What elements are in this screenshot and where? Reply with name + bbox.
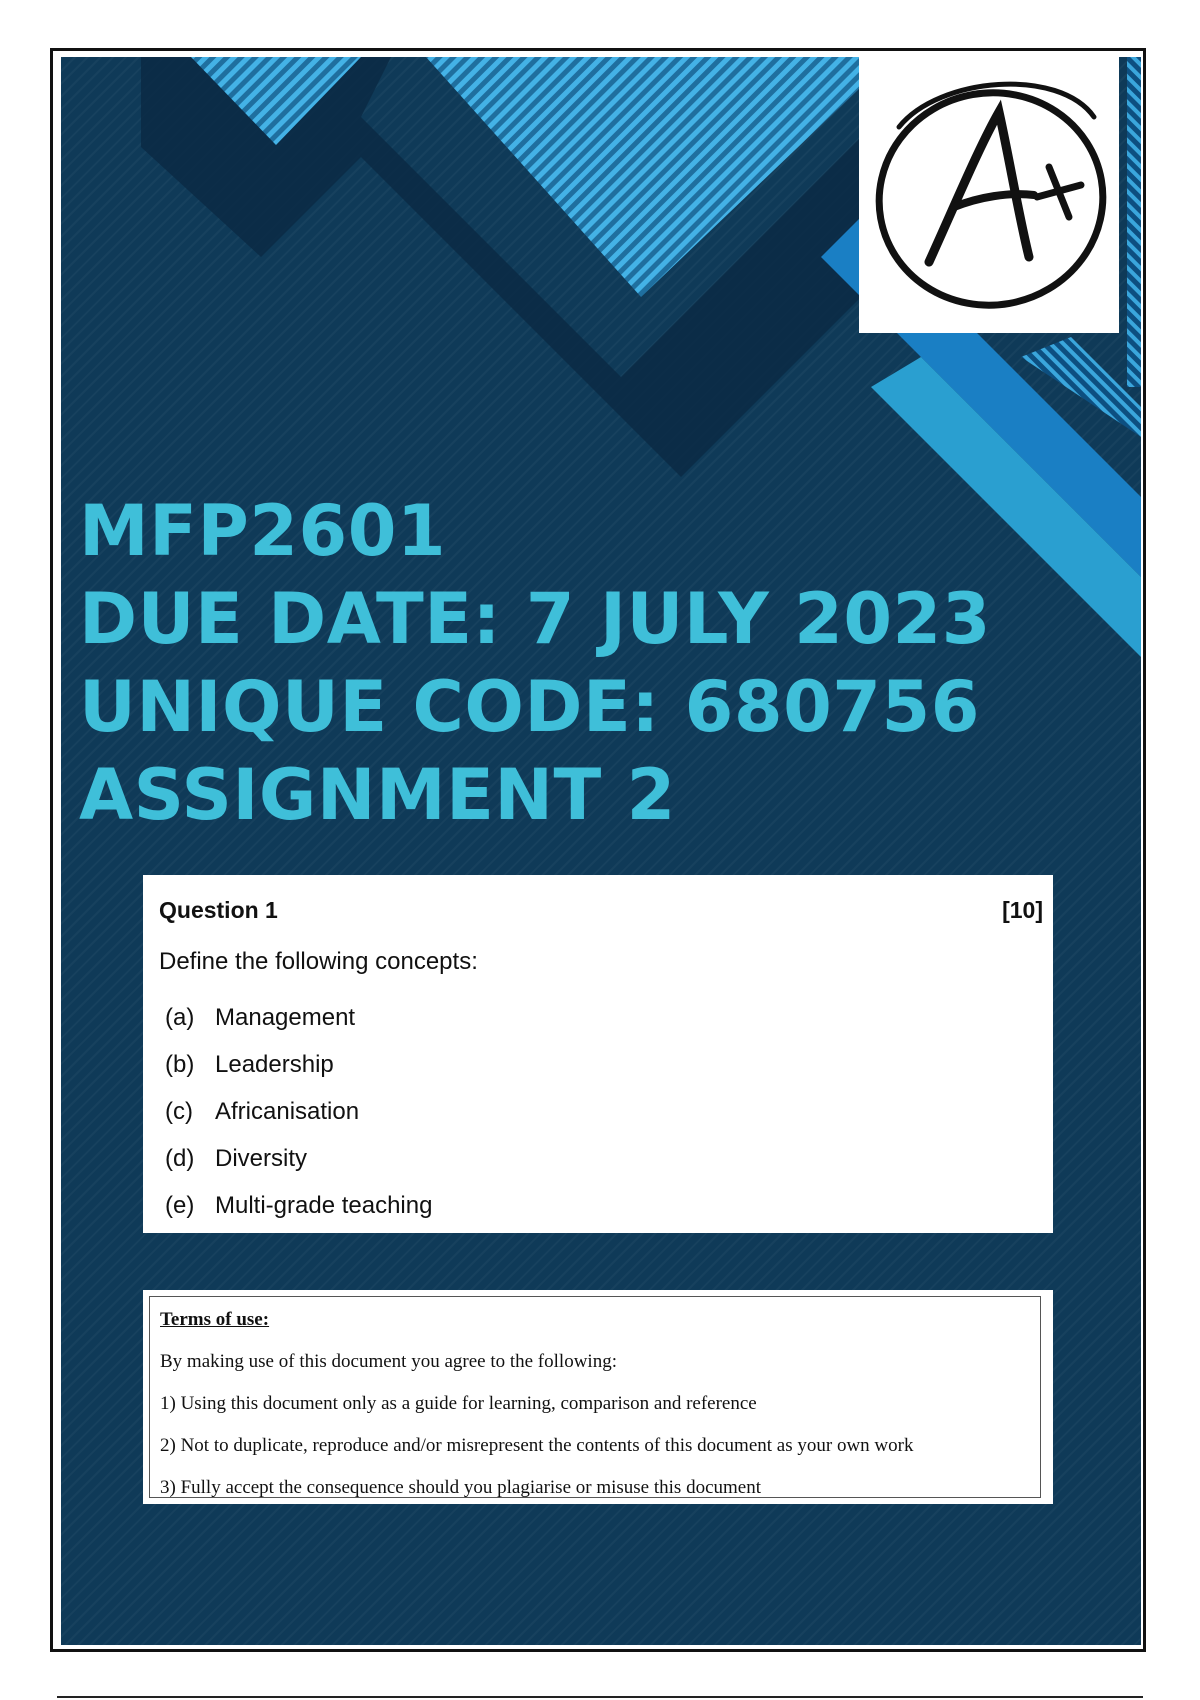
due-date: DUE DATE: 7 JULY 2023 bbox=[79, 578, 991, 660]
item-letter: (a) bbox=[165, 1003, 195, 1031]
item-letter: (c) bbox=[165, 1097, 193, 1125]
terms-intro: By making use of this document you agree to the following: bbox=[160, 1351, 617, 1372]
question-intro: Define the following concepts: bbox=[159, 948, 478, 975]
edge-strip-right bbox=[1127, 57, 1141, 387]
item-letter: (e) bbox=[165, 1191, 195, 1219]
list-item bbox=[159, 1041, 1043, 1088]
item-text: Leadership bbox=[215, 1050, 334, 1078]
grade-logo bbox=[859, 57, 1119, 333]
list-item bbox=[159, 1135, 1043, 1182]
assignment-number: ASSIGNMENT 2 bbox=[79, 754, 676, 836]
question-card bbox=[143, 875, 1053, 1233]
cover-title-block bbox=[79, 487, 1119, 839]
item-text: Multi-grade teaching bbox=[215, 1191, 433, 1219]
list-item bbox=[159, 1088, 1043, 1135]
terms-card bbox=[143, 1290, 1053, 1504]
question-title: Question 1 bbox=[159, 897, 278, 923]
question-header bbox=[159, 897, 1043, 924]
list-item bbox=[159, 1182, 1043, 1229]
terms-rule-3: 3) Fully accept the consequence should you plagiarise or misuse this document bbox=[160, 1477, 761, 1498]
list-item bbox=[159, 994, 1043, 1041]
terms-title: Terms of use: bbox=[160, 1309, 270, 1330]
terms-rule-2: 2) Not to duplicate, reproduce and/or misrepresent the contents of this document as your own work bbox=[160, 1435, 914, 1456]
item-text: Diversity bbox=[215, 1144, 308, 1172]
item-text: Management bbox=[215, 1003, 356, 1031]
terms-box bbox=[149, 1296, 1041, 1498]
item-letter: (d) bbox=[165, 1144, 195, 1172]
question-items bbox=[159, 994, 1043, 1229]
a-plus-icon bbox=[859, 57, 1119, 333]
unique-code: UNIQUE CODE: 680756 bbox=[79, 666, 980, 748]
bottom-divider bbox=[57, 1696, 1143, 1698]
item-text: Africanisation bbox=[215, 1097, 360, 1125]
terms-rule-1: 1) Using this document only as a guide for learning, comparison and reference bbox=[160, 1393, 757, 1414]
item-letter: (b) bbox=[165, 1050, 195, 1078]
course-code: MFP2601 bbox=[79, 490, 447, 572]
question-marks: [10] bbox=[1002, 897, 1043, 923]
